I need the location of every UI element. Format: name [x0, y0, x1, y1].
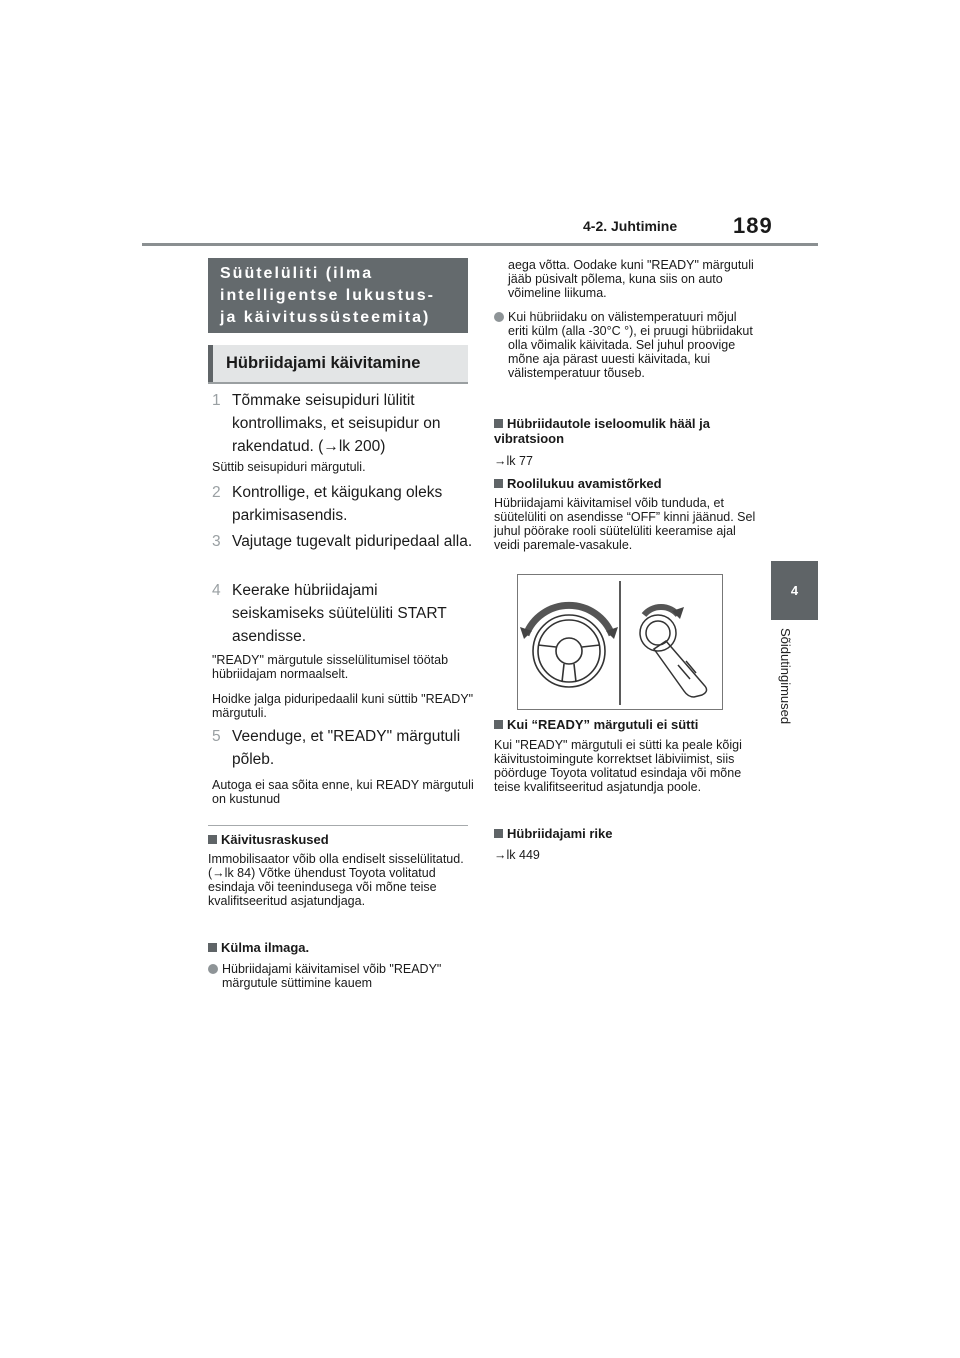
heading-text: Külma ilmaga.: [221, 940, 310, 955]
section-title-box: [208, 258, 468, 333]
chapter-tab: [771, 561, 818, 620]
heading-text: Roolilukuu avamistõrked: [507, 476, 662, 491]
steering-lock-text: Hübriidajami käivitamisel võib tunduda, et süütelüliti on asendisse “OFF” kinni jäänud. Sel juhul pöörake rooli süütelüliti keeramise ajal veidi paremale-vasakule.: [494, 496, 756, 552]
step-5: [212, 725, 474, 771]
step-number: 3: [212, 533, 221, 550]
square-bullet-icon: [494, 419, 503, 428]
subsection-heading: Hübriidajami käivitamine: [208, 345, 468, 382]
start-trouble-text: Immobilisaator võib olla endiselt sisselülitatud. (→lk 84) Võtke ühendust Toyota volitatud esindaja või teenindusega või mõne teise kvalifitseeritud asjatundjaga.: [208, 852, 464, 908]
steering-lock-heading: [494, 476, 758, 491]
hybrid-fault-page-ref: →lk 449: [494, 848, 540, 862]
step-number: 5: [212, 728, 221, 745]
section-label: 4-2. Juhtimine: [583, 218, 678, 234]
step-text: Kontrollige, et käigukang oleks parkimisasendis.: [232, 484, 443, 524]
ready-not-lit-heading: [494, 717, 758, 732]
heading-text: Kui “READY” märgutuli ei sütti: [507, 717, 699, 732]
illustration-svg: [518, 575, 722, 709]
step-4-note-b: Hoidke jalga piduripedaalil kuni süttib "READY" märgutuli.: [212, 692, 474, 720]
step-number: 1: [212, 392, 221, 409]
chapter-title-vertical: [778, 628, 812, 748]
sound-heading: [494, 416, 758, 446]
step-1-note: Süttib seisupiduri märgutuli.: [212, 460, 366, 474]
square-bullet-icon: [494, 479, 503, 488]
step-3: [212, 530, 474, 553]
cold-bullet-2: [494, 310, 758, 380]
square-bullet-icon: [208, 943, 217, 952]
hybrid-fault-heading: [494, 826, 758, 841]
heading-text: Käivitusraskused: [221, 832, 329, 847]
circle-bullet-icon: [208, 964, 218, 974]
page-number: 189: [733, 213, 773, 238]
step-1: [212, 389, 474, 458]
column-divider: [208, 825, 468, 826]
heading-text: Hübriidajami rike: [507, 826, 613, 841]
steering-key-illustration: [517, 574, 723, 710]
header-rule: [142, 243, 818, 246]
start-trouble-heading: [208, 832, 470, 847]
steering-wheel-icon: [526, 605, 612, 687]
step-4-note-a: "READY" märgutule sisselülitumisel töötab hübriidajam normaalselt.: [212, 653, 449, 681]
circle-bullet-icon: [494, 312, 504, 322]
step-number: 2: [212, 484, 221, 501]
ignition-key-icon: [640, 607, 707, 697]
subsection-rule: [208, 382, 468, 384]
section-title: Süütelüliti (ilma intelligentse lukustus- ja käivitussüsteemita): [220, 264, 435, 326]
step-4: [212, 579, 474, 648]
bullet-text: Kui hübriidaku on välistemperatuuri mõjul eriti külm (alla -30°C °), ei pruugi hübriidakut olla võimalik käivitada. Sel juhul proovige mõne aja pärast uuesti käivitada, kui välistemperatuur tõuseb.: [508, 310, 753, 380]
chapter-number: 4: [790, 583, 799, 598]
heading-text: Hübriidautole iseloomulik hääl ja vibratsioon: [494, 416, 710, 446]
cold-bullet-1-cont: aega võtta. Oodake kuni "READY" märgutuli jääb püsivalt põlema, kuna siis on auto võimeline liikuma.: [508, 258, 754, 300]
step-text: Keerake hübriidajami seiskamiseks süütelüliti START asendisse.: [232, 582, 447, 645]
ready-not-lit-text: Kui "READY" märgutuli ei sütti ka peale kõigi käivitustoimingute korrektset läbiviimist, siis pöörduge Toyota volitatud esindaja või mõne teise kvalifitseeritud asjatundja poole.: [494, 738, 742, 794]
step-5-note: Autoga ei saa sõita enne, kui READY märgutuli on kustunud: [212, 778, 474, 806]
square-bullet-icon: [208, 835, 217, 844]
cold-weather-heading: [208, 940, 470, 955]
step-2: [212, 481, 474, 527]
square-bullet-icon: [494, 720, 503, 729]
chapter-title: Sõidutingimused: [778, 628, 793, 725]
sound-page-ref: →lk 77: [494, 454, 533, 468]
step-text: Vajutage tugevalt piduripedaal alla.: [232, 533, 473, 550]
bullet-text: Hübriidajami käivitamisel võib "READY" märgutule süttimine kauem: [222, 962, 442, 990]
square-bullet-icon: [494, 829, 503, 838]
step-number: 4: [212, 582, 221, 599]
step-text: Tõmmake seisupiduri lülitit kontrollimaks, et seisupidur on rakendatud. (→lk 200): [232, 392, 441, 455]
cold-bullet-1: [208, 962, 470, 990]
step-text: Veenduge, et "READY" märgutuli põleb.: [232, 728, 461, 768]
